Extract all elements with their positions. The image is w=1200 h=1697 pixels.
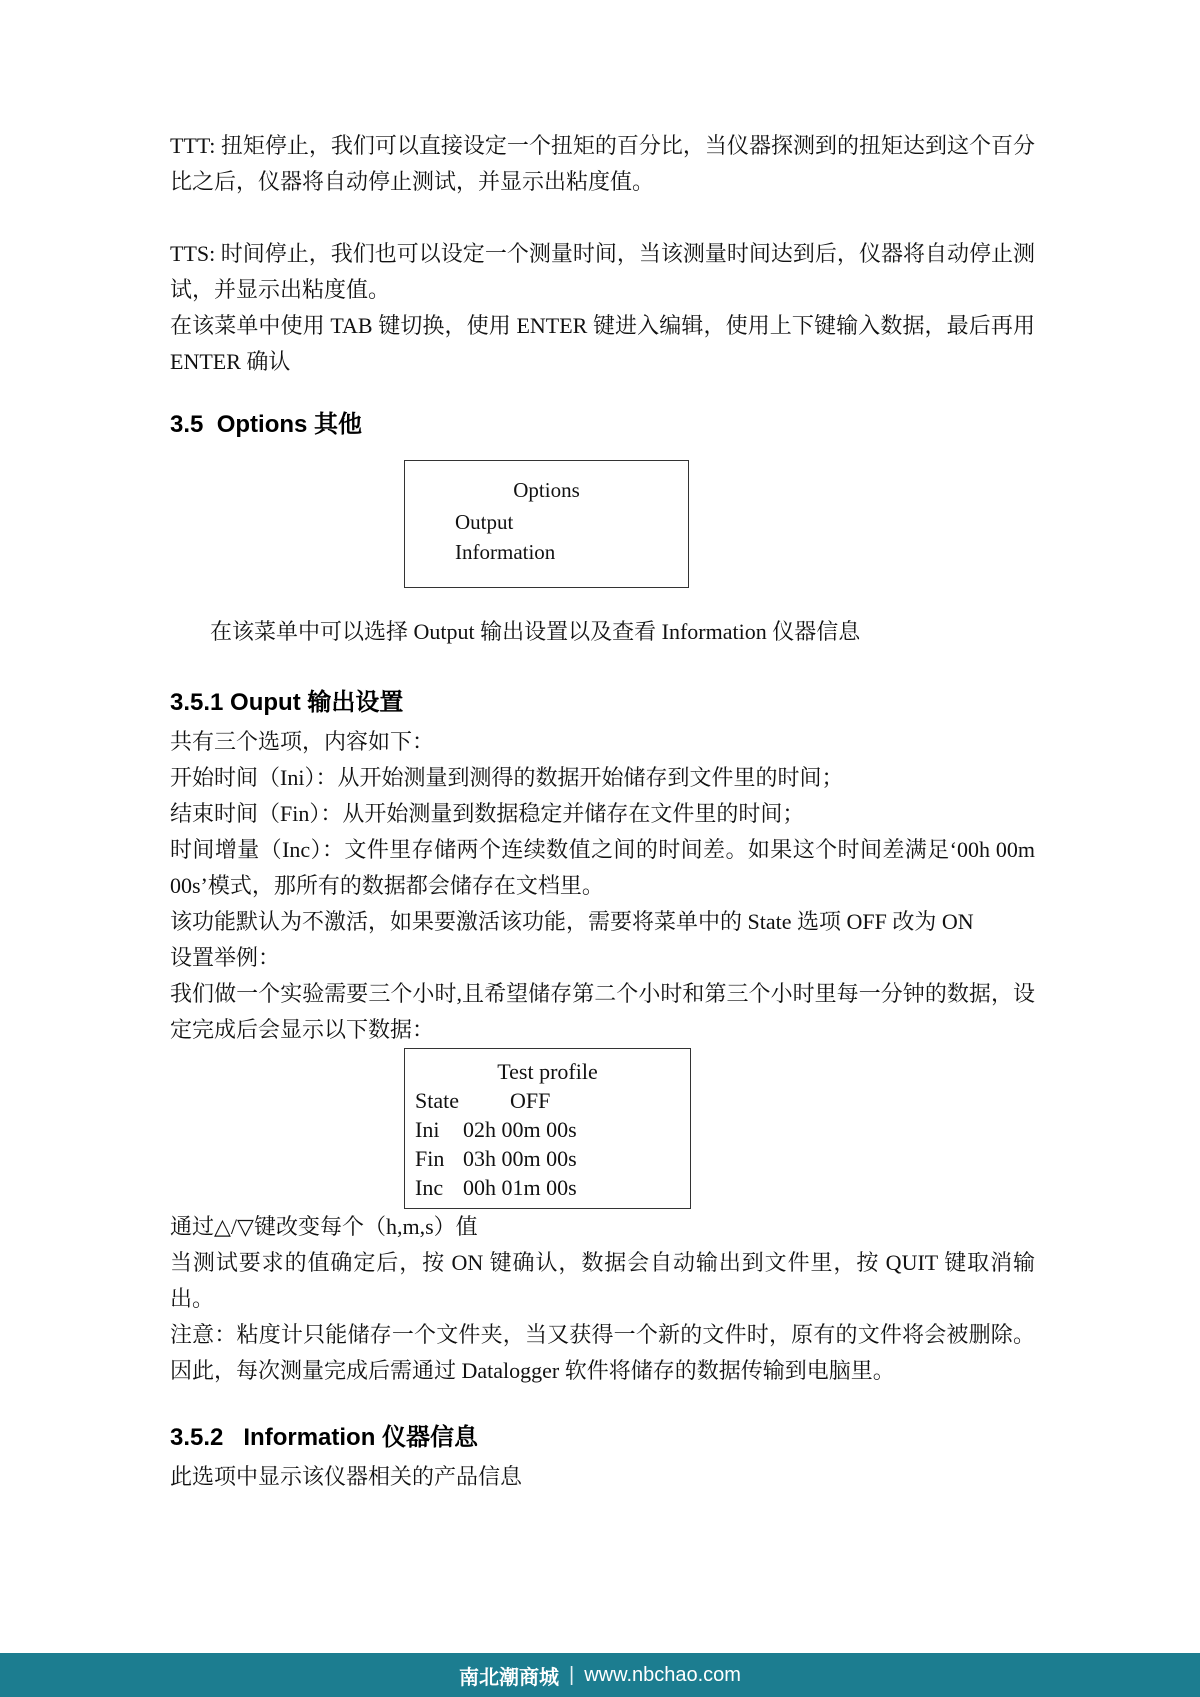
row-label: Fin [415,1146,445,1171]
row-label: State [415,1088,459,1113]
options-box-item-output: Output [455,510,514,534]
output-paragraph-7: 我们做一个实验需要三个小时,且希望储存第二个小时和第三个小时里每一分钟的数据，设定完成后会显示以下数据： [170,981,1035,1042]
heading-information-section: 3.5.2 Information 仪器信息 [170,1424,479,1451]
paragraph-ttt: TTT: 扭矩停止，我们可以直接设定一个扭矩的百分比，当仪器探测到的扭矩达到这个百分比之后，仪器将自动停止测试，并显示出粘度值。 [170,133,1035,194]
options-caption: 在该菜单中可以选择 Output 输出设置以及查看 Information 仪器信息 [210,619,861,644]
output-paragraph-5: 该功能默认为不激活，如果要激活该功能，需要将菜单中的 State 选项 OFF 改为 ON [170,909,974,934]
test-profile-row-fin [415,1144,690,1173]
row-value: 03h 00m 00s [463,1146,577,1171]
heading-output-section: 3.5.1 Ouput 输出设置 [170,689,404,716]
footer-bar [0,1653,1200,1697]
output-paragraph-4: 时间增量（Inc）：文件里存储两个连续数值之间的时间差。如果这个时间差满足‘00h 00m 00s’模式，那所有的数据都会储存在文档里。 [170,837,1035,898]
options-box-title: Options [513,478,580,502]
row-label: Inc [415,1175,444,1200]
output-paragraph-8: 通过△/▽键改变每个（h,m,s）值 [170,1214,478,1239]
output-paragraph-3: 结束时间（Fin）：从开始测量到数据稳定并储存在文件里的时间； [170,801,805,826]
paragraph-keys: 在该菜单中使用 TAB 键切换，使用 ENTER 键进入编辑，使用上下键输入数据，最后再用 ENTER 确认 [170,313,1035,374]
row-value: 02h 00m 00s [463,1117,577,1142]
test-profile-box [404,1048,691,1209]
output-paragraph-1: 共有三个选项，内容如下： [170,729,435,754]
test-profile-row-ini [415,1115,690,1144]
output-paragraph-9: 当测试要求的值确定后，按 ON 键确认，数据会自动输出到文件里，按 QUIT 键取消输出。 [170,1250,1035,1311]
row-value: 00h 01m 00s [463,1175,577,1200]
options-box-item-information: Information [455,540,556,564]
test-profile-title: Test profile [497,1059,598,1084]
output-paragraph-10: 注意：粘度计只能储存一个文件夹，当又获得一个新的文件时，原有的文件将会被删除。因此，每次测量完成后需通过 Datalogger 软件将储存的数据传输到电脑里。 [170,1322,1035,1383]
footer-separator: | [569,1663,575,1686]
test-profile-row-state [415,1086,690,1115]
footer-brand: 南北潮商城 [459,1666,560,1689]
information-paragraph-1: 此选项中显示该仪器相关的产品信息 [170,1464,523,1489]
paragraph-tts: TTS: 时间停止，我们也可以设定一个测量时间，当该测量时间达到后，仪器将自动停止测试，并显示出粘度值。 [170,241,1035,302]
output-paragraph-2: 开始时间（Ini）：从开始测量到测得的数据开始储存到文件里的时间； [170,765,844,790]
footer-url[interactable]: www.nbchao.com [584,1663,741,1686]
heading-options-section: 3.5 Options 其他 [170,411,363,438]
row-value: OFF [510,1088,551,1113]
row-label: Ini [415,1117,440,1142]
options-menu-box [404,460,689,588]
output-paragraph-6: 设置举例： [170,945,281,970]
test-profile-row-inc [415,1173,690,1202]
